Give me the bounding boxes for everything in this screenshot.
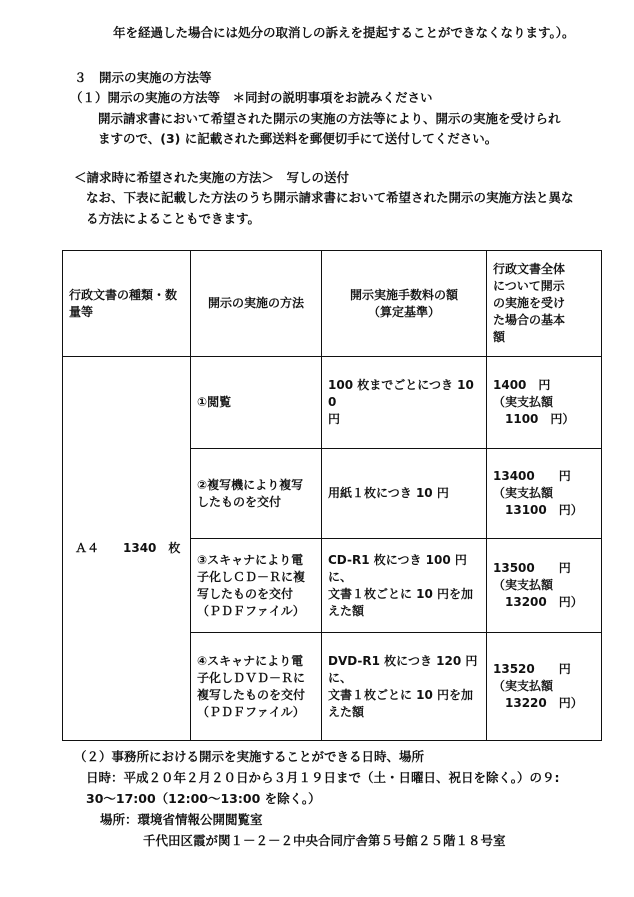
place-label: 場所：環境省情報公開閲覧室 (100, 812, 263, 827)
top-line: 年を経過した場合には処分の取消しの訴えを提起することができなくなります。）。 (113, 25, 575, 40)
requested-method: ＜請求時に希望された実施の方法＞ 写しの送付 (74, 170, 350, 185)
disclosure-fee-table (62, 250, 602, 741)
fee-basis-cell: 100 枚までごとにつき 100 円 (322, 357, 487, 449)
sub1-body-line1: 開示請求書において希望された開示の実施の方法等により、開示の実施を受けられ (98, 111, 561, 126)
method-cell: ④スキャナにより電 子化しＤＶＤ－Ｒに 複写したものを交付 （ＰＤＦファイル） (191, 633, 322, 741)
sub1-heading: （１）開示の実施の方法等 ＊同封の説明事項をお読みください (70, 90, 433, 105)
header-document-type: 行政文書の種類・数 量等 (63, 251, 191, 357)
method-cell: ③スキャナにより電 子化しＣＤ－Ｒに複 写したものを交付 （ＰＤＦファイル） (191, 539, 322, 633)
header-fee-basis: 開示実施手数料の額 （算定基準） (322, 251, 487, 357)
base-amount-cell: 13400 円 （実支払額 13100 円） (487, 449, 602, 539)
note-line1: なお、下表に記載した方法のうち開示請求書において希望された開示の実施方法と異な (86, 190, 574, 205)
document-type-cell: Ａ４ 1340 枚 (63, 357, 191, 741)
date-line2: 30～17:00（12:00～13:00 を除く。） (86, 791, 321, 806)
table-row (63, 357, 602, 449)
sub1-body-line2: ますので、(3) に記載された郵送料を郵便切手にて送付してください。 (98, 131, 498, 146)
method-cell: ①閲覧 (191, 357, 322, 449)
base-amount-cell: 1400 円 （実支払額 1100 円） (487, 357, 602, 449)
section2-heading: （２）事務所における開示を実施することができる日時、場所 (74, 749, 425, 764)
section3-heading: ３ 開示の実施の方法等 (74, 70, 212, 85)
method-cell: ②複写機により複写 したものを交付 (191, 449, 322, 539)
fee-basis-cell: DVD-R1 枚につき 120 円に、 文書１枚ごとに 10 円を加 えた額 (322, 633, 487, 741)
note-line2: る方法によることもできます。 (86, 211, 261, 226)
table-header-row (63, 251, 602, 357)
address: 千代田区霞が関１－２－２中央合同庁舎第５号館２５階１８号室 (143, 833, 506, 848)
date-line1: 日時：平成２０年２月２０日から３月１９日まで（土・日曜日、祝日を除く。）の９: (86, 770, 560, 785)
base-amount-cell: 13520 円 （実支払額 13220 円） (487, 633, 602, 741)
header-method: 開示の実施の方法 (191, 251, 322, 357)
fee-basis-cell: CD-R1 枚につき 100 円に、 文書１枚ごとに 10 円を加 えた額 (322, 539, 487, 633)
base-amount-cell: 13500 円 （実支払額 13200 円） (487, 539, 602, 633)
header-base-amount: 行政文書全体 について開示 の実施を受け た場合の基本 額 (487, 251, 602, 357)
fee-basis-cell: 用紙１枚につき 10 円 (322, 449, 487, 539)
